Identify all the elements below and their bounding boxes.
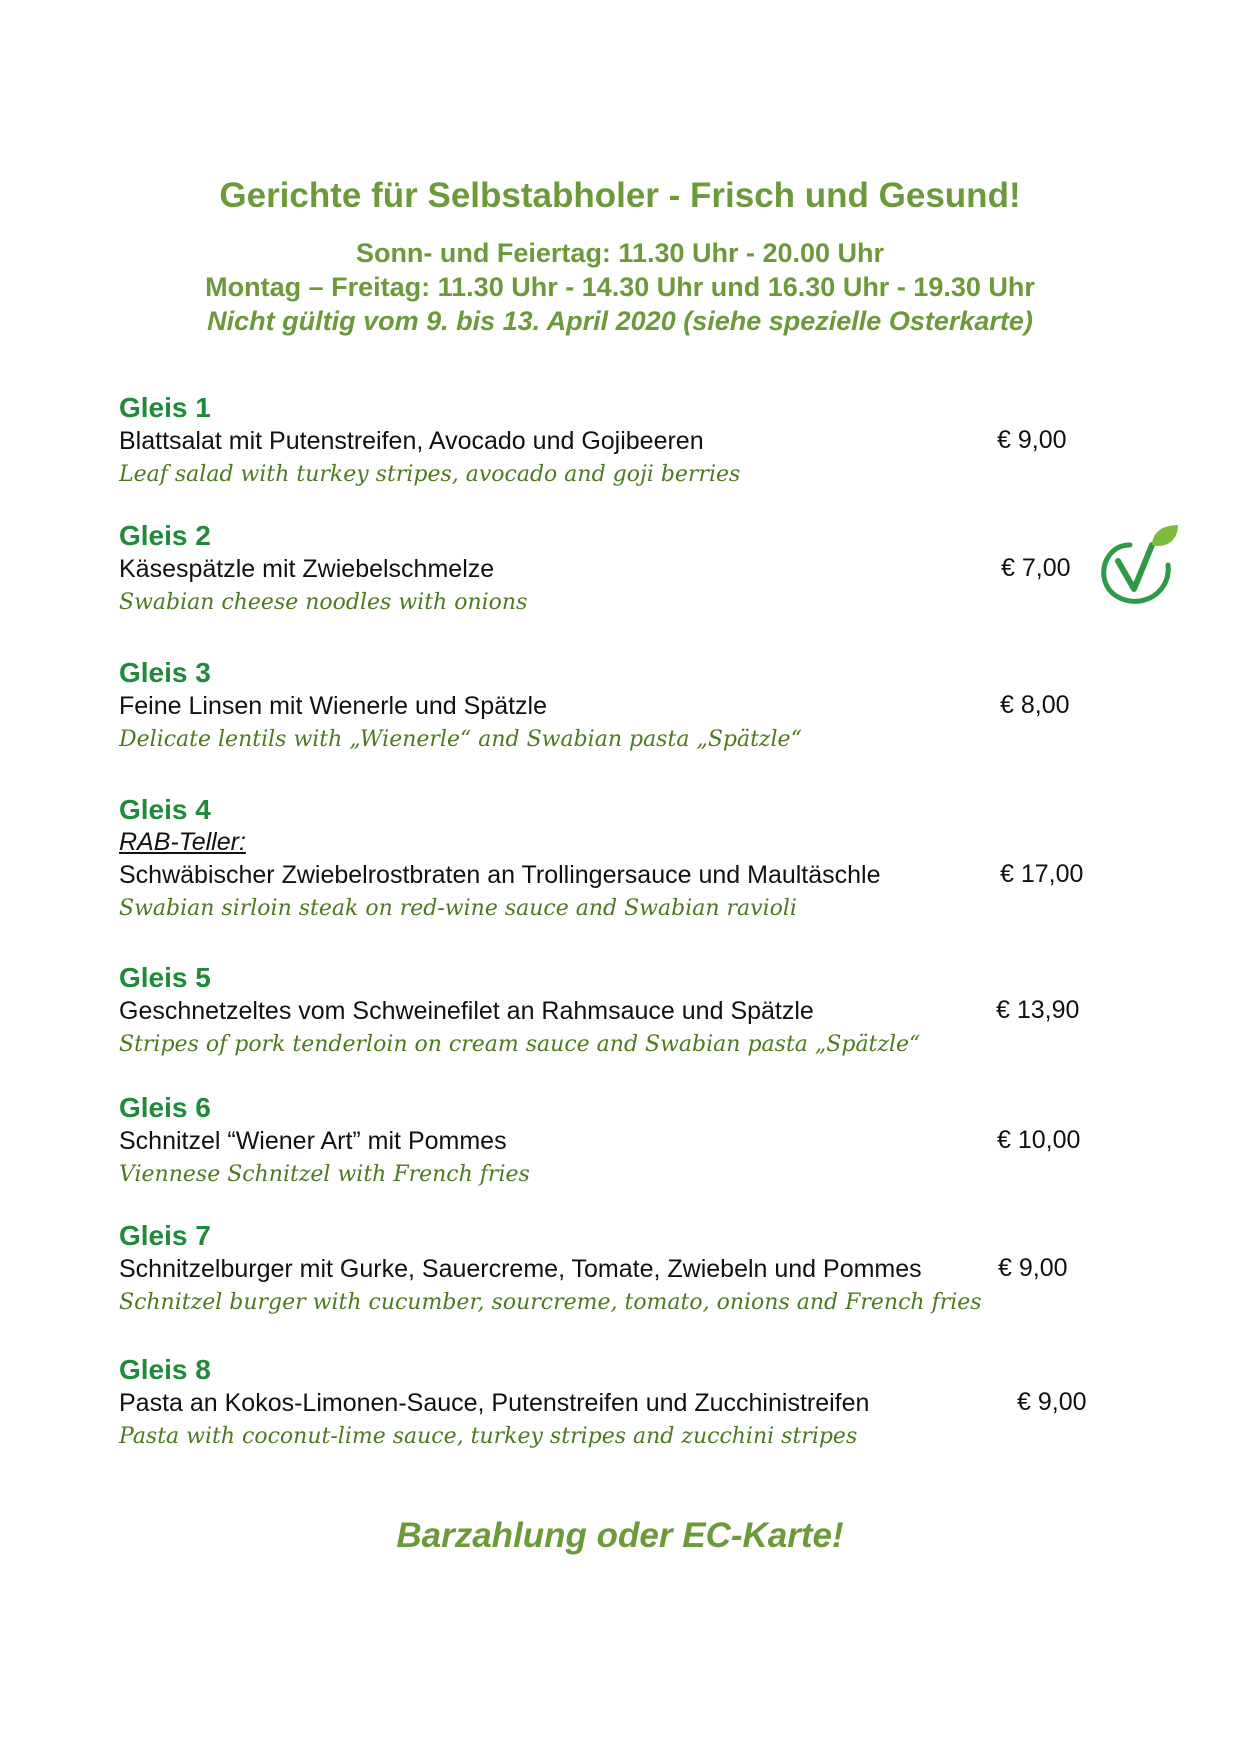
payment-note: Barzahlung oder EC-Karte!	[396, 1516, 844, 1555]
dish-name-en: Leaf salad with turkey stripes, avocado and goji berries	[119, 462, 741, 487]
dish-name-en: Swabian sirloin steak on red-wine sauce and Swabian ravioli	[119, 896, 797, 921]
page-title: Gerichte für Selbstabholer - Frisch und Gesund!	[219, 176, 1021, 215]
station-label: Gleis 8	[119, 1354, 211, 1385]
dish-subtitle: RAB-Teller:	[119, 828, 246, 856]
dish-name-de: Geschnetzeltes vom Schweinefilet an Rahmsauce und Spätzle	[119, 997, 814, 1025]
station-label: Gleis 7	[119, 1220, 211, 1251]
menu-item	[119, 794, 1119, 926]
dish-name-en: Swabian cheese noodles with onions	[119, 590, 528, 615]
dish-name-en: Stripes of pork tenderloin on cream sauce and Swabian pasta „Spätzle“	[119, 1032, 921, 1057]
dish-name-de: Feine Linsen mit Wienerle und Spätzle	[119, 692, 548, 720]
dish-name-de: Schnitzel “Wiener Art” mit Pommes	[119, 1127, 507, 1155]
station-label: Gleis 6	[119, 1092, 211, 1123]
menu-item	[119, 657, 1119, 757]
menu-item	[119, 392, 1119, 492]
station-label: Gleis 5	[119, 962, 211, 993]
station-label: Gleis 3	[119, 657, 211, 688]
dish-price: € 7,00	[1001, 554, 1071, 582]
opening-hours	[0, 236, 1240, 338]
menu-item	[119, 1092, 1119, 1192]
dish-name-de: Käsespätzle mit Zwiebelschmelze	[119, 555, 495, 583]
dish-price: € 9,00	[997, 426, 1067, 454]
dish-price: € 9,00	[1017, 1388, 1087, 1416]
dish-name-en: Delicate lentils with „Wienerle“ and Swabian pasta „Spätzle“	[119, 727, 802, 752]
dish-price: € 8,00	[1000, 691, 1070, 719]
menu-item	[119, 1354, 1119, 1454]
dish-name-en: Pasta with coconut-lime sauce, turkey stripes and zucchini stripes	[119, 1424, 858, 1449]
dish-price: € 10,00	[997, 1126, 1081, 1154]
vegetarian-icon	[1100, 523, 1180, 607]
dish-price: € 9,00	[998, 1254, 1068, 1282]
hours-weekend: Sonn- und Feiertag: 11.30 Uhr - 20.00 Uhr	[355, 238, 885, 268]
menu-item	[119, 1220, 1119, 1320]
dish-name-de: Schwäbischer Zwiebelrostbraten an Trollingersauce und Maultäschle	[119, 861, 881, 889]
station-label: Gleis 1	[119, 392, 211, 423]
menu-item	[119, 520, 1119, 620]
dish-name-en: Viennese Schnitzel with French fries	[119, 1162, 530, 1187]
hours-exception-note: Nicht gültig vom 9. bis 13. April 2020 (siehe spezielle Osterkarte)	[207, 306, 1033, 336]
dish-name-de: Pasta an Kokos-Limonen-Sauce, Putenstreifen und Zucchinistreifen	[119, 1389, 870, 1417]
dish-name-en: Schnitzel burger with cucumber, sourcreme, tomato, onions and French fries	[119, 1290, 982, 1315]
menu-item	[119, 962, 1119, 1062]
station-label: Gleis 4	[119, 794, 211, 825]
station-label: Gleis 2	[119, 520, 211, 551]
dish-name-de: Schnitzelburger mit Gurke, Sauercreme, Tomate, Zwiebeln und Pommes	[119, 1255, 922, 1283]
dish-price: € 17,00	[1000, 860, 1084, 888]
dish-name-de: Blattsalat mit Putenstreifen, Avocado und Gojibeeren	[119, 427, 704, 455]
dish-price: € 13,90	[996, 996, 1080, 1024]
hours-weekdays: Montag – Freitag: 11.30 Uhr - 14.30 Uhr und 16.30 Uhr - 19.30 Uhr	[205, 272, 1035, 302]
